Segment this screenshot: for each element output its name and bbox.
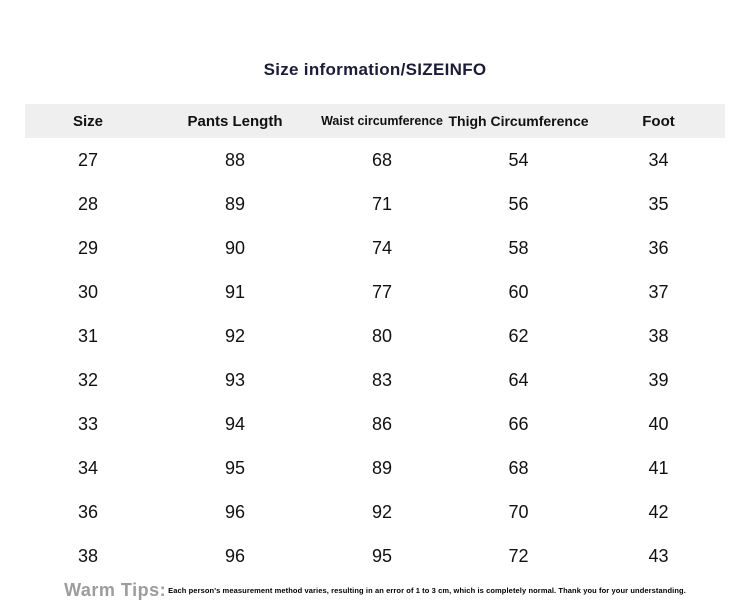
table-row — [25, 358, 725, 402]
cell-pants-length: 91 — [224, 281, 246, 302]
table-header-row — [25, 104, 725, 138]
cell-size: 38 — [77, 545, 99, 566]
cell-thigh: 58 — [508, 237, 529, 258]
table-row — [25, 138, 725, 182]
cell-foot: 36 — [648, 237, 669, 258]
cell-waist: 74 — [371, 237, 393, 258]
cell-size: 27 — [77, 149, 99, 170]
cell-thigh: 66 — [508, 413, 529, 434]
cell-thigh: 68 — [508, 457, 529, 478]
cell-size: 28 — [77, 193, 99, 214]
table-row — [25, 270, 725, 314]
cell-foot: 41 — [648, 457, 669, 478]
cell-pants-length: 93 — [224, 369, 246, 390]
page-title: Size information/SIZEINFO — [263, 60, 487, 79]
cell-waist: 68 — [371, 149, 393, 170]
cell-foot: 37 — [648, 281, 669, 302]
column-header-waist-circumference: Waist circumference — [321, 114, 443, 128]
column-header-pants-length: Pants Length — [187, 112, 283, 130]
cell-pants-length: 96 — [224, 545, 246, 566]
cell-size: 36 — [77, 501, 99, 522]
warm-tips-text: Each person's measurement method varies, resulting in an error of 1 to 3 cm, which is completely normal. Thank you for your understanding. — [168, 586, 686, 595]
cell-foot: 42 — [648, 501, 669, 522]
cell-pants-length: 92 — [224, 325, 246, 346]
cell-size: 31 — [77, 325, 99, 346]
cell-thigh: 56 — [508, 193, 529, 214]
cell-thigh: 70 — [508, 501, 529, 522]
cell-size: 30 — [77, 281, 99, 302]
column-header-foot: Foot — [642, 112, 675, 130]
cell-pants-length: 90 — [224, 237, 246, 258]
cell-size: 29 — [77, 237, 99, 258]
cell-waist: 92 — [371, 501, 393, 522]
cell-foot: 43 — [648, 545, 669, 566]
column-header-size: Size — [72, 112, 103, 130]
cell-thigh: 72 — [508, 545, 529, 566]
cell-size: 34 — [77, 457, 99, 478]
cell-thigh: 64 — [508, 369, 529, 390]
cell-size: 32 — [77, 369, 99, 390]
table-row — [25, 182, 725, 226]
cell-pants-length: 96 — [224, 501, 246, 522]
cell-waist: 89 — [371, 457, 393, 478]
cell-pants-length: 95 — [224, 457, 246, 478]
cell-thigh: 54 — [508, 149, 529, 170]
cell-foot: 34 — [648, 149, 669, 170]
table-row — [25, 534, 725, 578]
column-header-thigh-circumference: Thigh Circumference — [448, 113, 589, 129]
cell-foot: 40 — [648, 413, 669, 434]
cell-foot: 39 — [648, 369, 669, 390]
cell-size: 33 — [77, 413, 99, 434]
table-row — [25, 446, 725, 490]
cell-thigh: 60 — [508, 281, 529, 302]
table-row — [25, 314, 725, 358]
cell-foot: 38 — [648, 325, 669, 346]
cell-waist: 83 — [371, 369, 393, 390]
warm-tips-footer — [0, 580, 750, 601]
size-table — [25, 104, 725, 578]
cell-waist: 71 — [371, 193, 393, 214]
table-row — [25, 226, 725, 270]
cell-pants-length: 94 — [224, 413, 246, 434]
cell-thigh: 62 — [508, 325, 529, 346]
table-row — [25, 490, 725, 534]
cell-pants-length: 88 — [224, 149, 246, 170]
cell-foot: 35 — [648, 193, 669, 214]
cell-waist: 77 — [371, 281, 393, 302]
cell-waist: 80 — [371, 325, 393, 346]
cell-pants-length: 89 — [224, 193, 246, 214]
warm-tips-label: Warm Tips: — [64, 580, 167, 600]
table-row — [25, 402, 725, 446]
cell-waist: 95 — [371, 545, 393, 566]
cell-waist: 86 — [371, 413, 393, 434]
